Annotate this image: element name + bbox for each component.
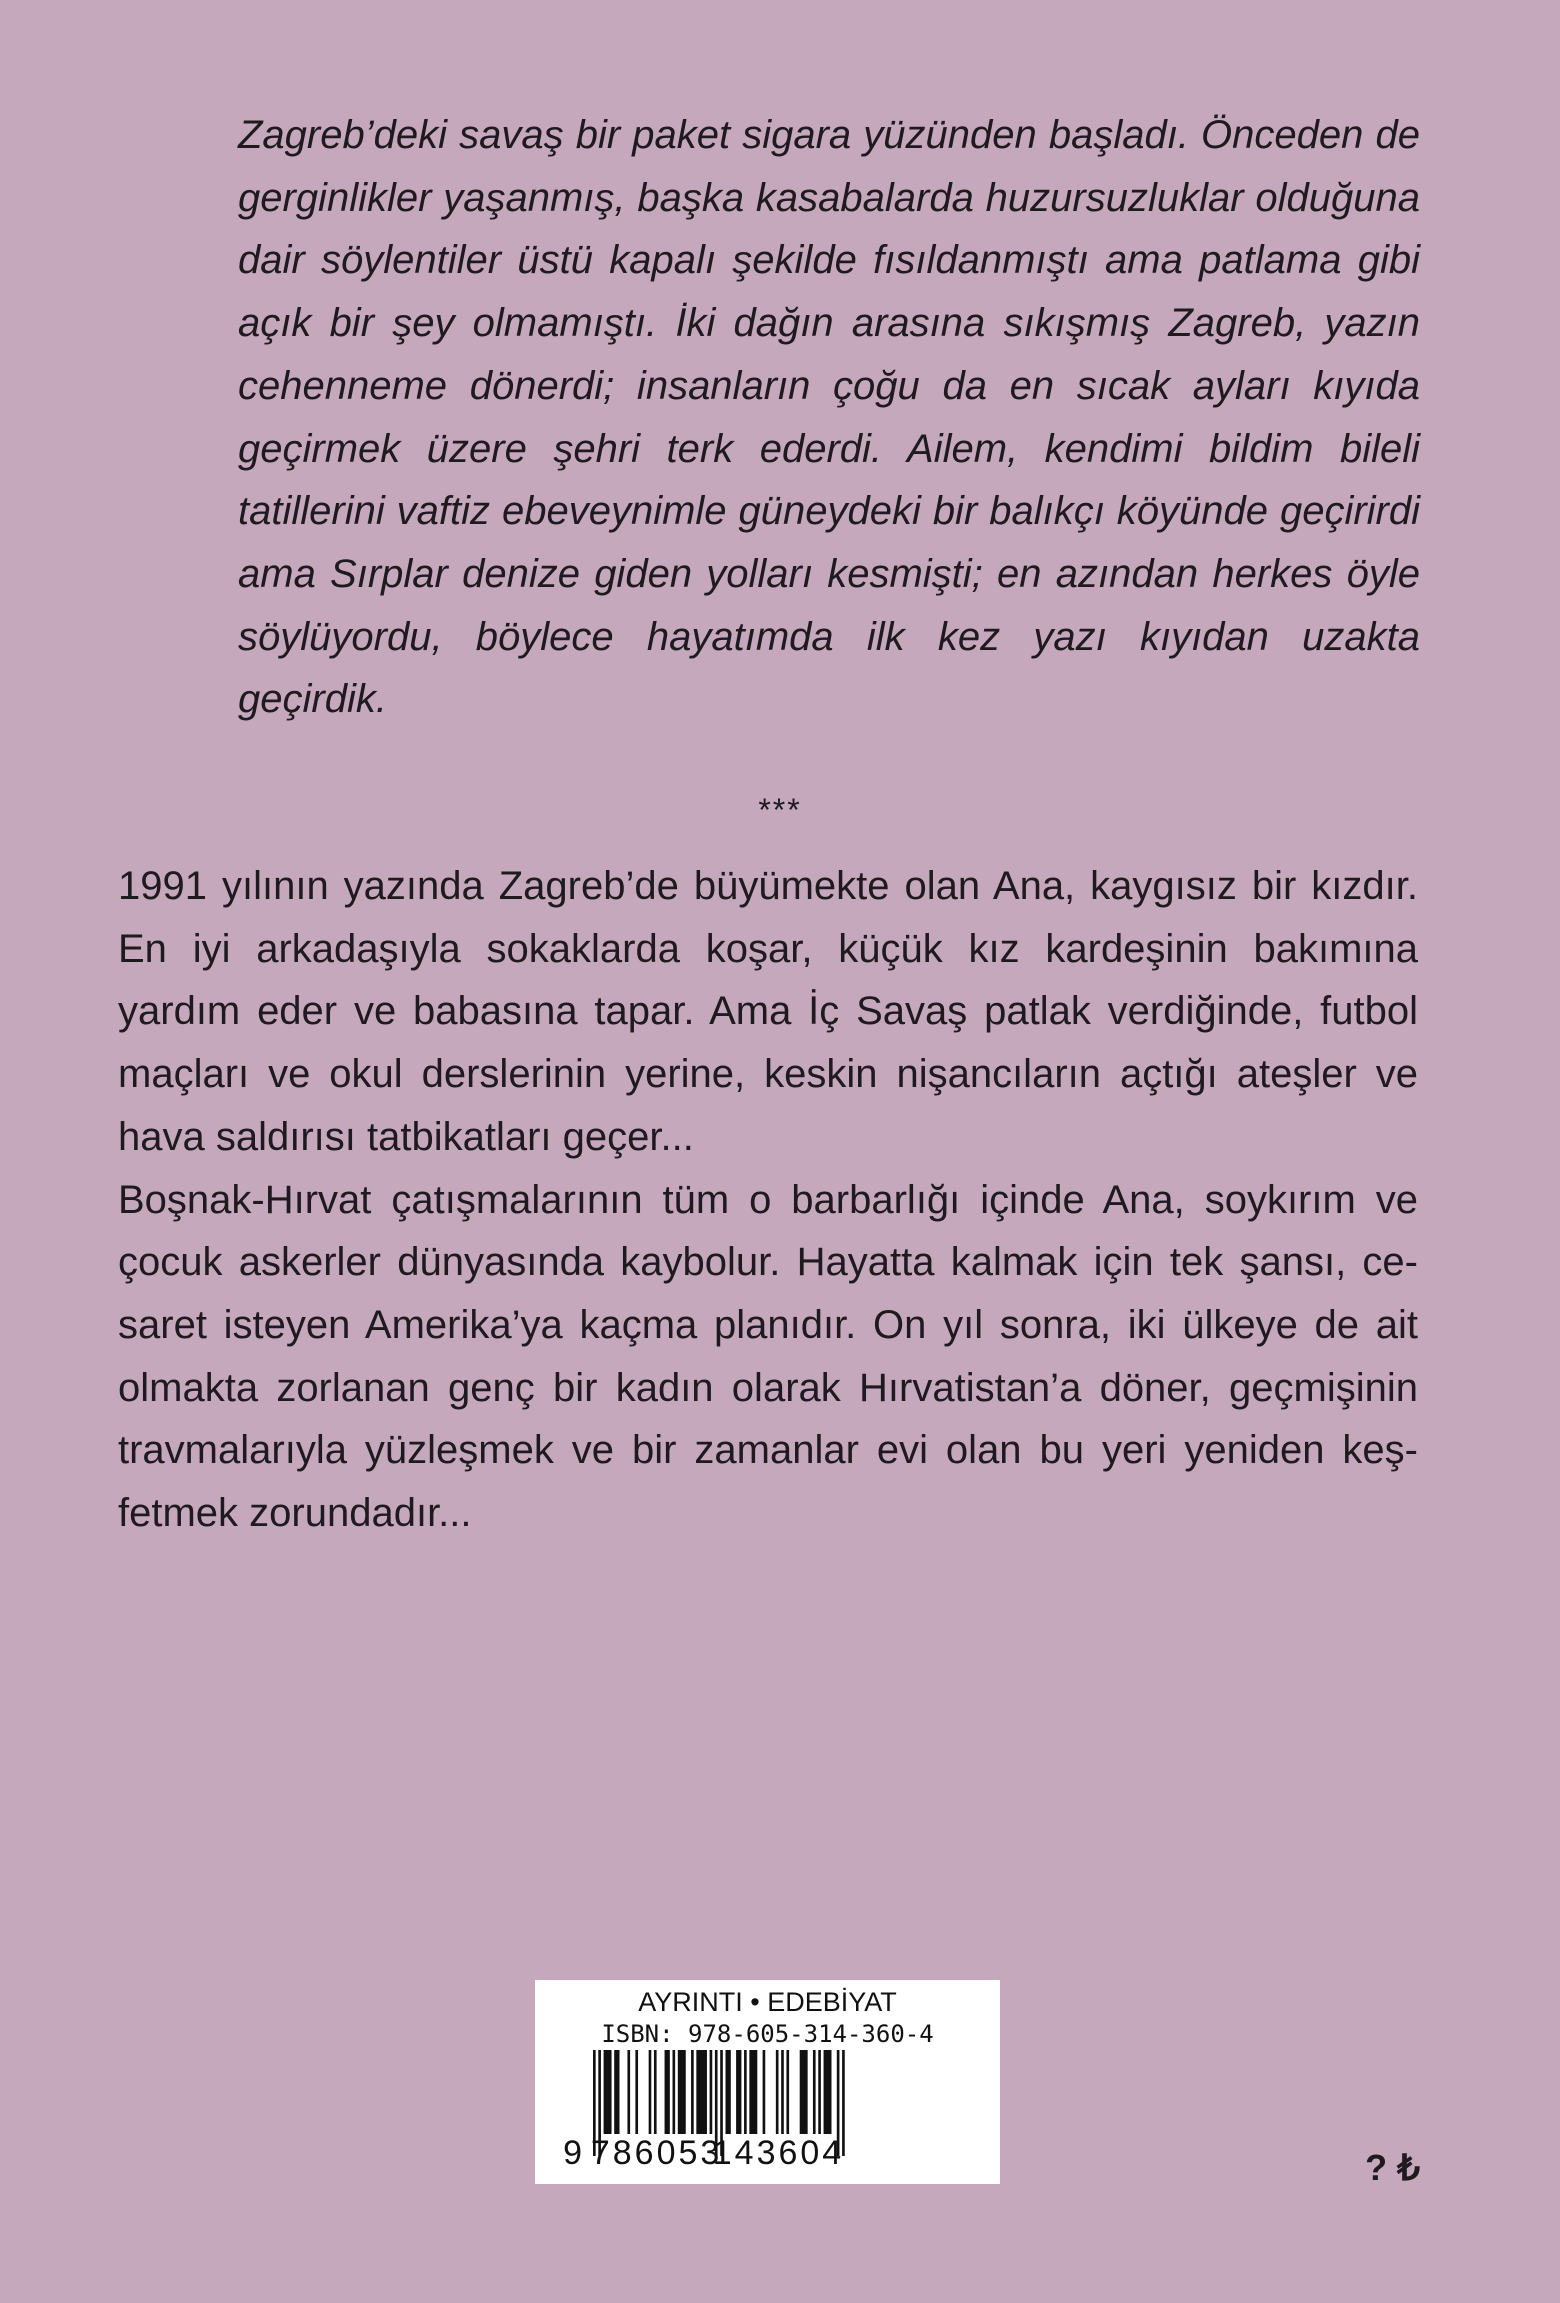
barcode-bar <box>635 2050 638 2134</box>
barcode-bar <box>696 2050 707 2134</box>
barcode-image <box>535 1980 1000 2184</box>
barcode-bar <box>744 2050 747 2134</box>
barcode-bar <box>726 2050 731 2134</box>
publisher-series: AYRINTI • EDEBİYAT <box>638 1987 897 2017</box>
barcode-bar <box>678 2050 686 2134</box>
barcode-bar <box>627 2050 630 2134</box>
back-cover-excerpt: Zagreb’deki savaş bir paket sigara yüzünden başladı. Önceden de gerginlikler yaşanmış, başka kasabalarda huzursuzluklar olduğuna dair söylentiler üstü kapalı şekilde fısıldanmıştı ama patlama gibi açık bir şey olmamıştı. İki dağın arasına sıkışmış Zagreb, yazın cehenneme dönerdi; insanların çoğu da en sıcak ayları kıyıda geçirmek üzere şehri terk ederdi. Ailem, kendimi bildim bileli tatillerini vaftiz ebeveynimle güneydeki bir balıkçı köyünde geçirirdi ama Sırplar denize giden yolları kesmişti; en azından herkes öyle söylüyordu, böylece hayatımda ilk kez yazı kıyıdan uzakta geçirdik. <box>238 113 1420 722</box>
isbn-barcode-label <box>535 1980 1000 2184</box>
barcode-bar <box>781 2050 784 2134</box>
barcode-bar <box>673 2050 676 2134</box>
barcode-bar <box>800 2050 808 2134</box>
barcode-bar <box>818 2050 821 2134</box>
description-paragraph-1: 1991 yılının yazında Zagreb’de büyümekte olan Ana, kaygısız bir kızdır. En iyi arkadaşıyla sokaklarda koşar, küçük kız kardeşinin bakımına yardım eder ve babasına tapar. Ama İç Savaş patlak verdiğinde, futbol maçları ve okul derslerinin yerine, keskin nişancıların açtığı ateşler ve hava saldırısı tatbikatları geçer... <box>118 864 1418 1159</box>
barcode-bar <box>604 2050 612 2134</box>
barcode-bar <box>649 2050 652 2134</box>
barcode-bar <box>813 2050 816 2134</box>
barcode-digits-right: 143604 <box>712 2134 845 2172</box>
barcode-digit-lead: 9 <box>563 2134 585 2172</box>
barcode-bar <box>614 2050 619 2134</box>
barcode-bar <box>710 2050 713 2134</box>
barcode-bar <box>691 2050 694 2134</box>
barcode-bar <box>654 2050 657 2134</box>
barcode-bar <box>736 2050 741 2134</box>
barcode-bar <box>786 2050 789 2134</box>
barcode-bar <box>776 2050 779 2134</box>
price-tag: ? ₺ <box>1365 2147 1420 2188</box>
section-separator: *** <box>758 792 802 828</box>
barcode-bar <box>824 2050 832 2134</box>
book-description <box>118 855 1418 1545</box>
isbn-number: ISBN: 978-605-314-360-4 <box>601 2020 934 2048</box>
barcode-bar <box>749 2050 757 2134</box>
barcode-digits-left: 786053 <box>590 2134 723 2172</box>
barcode-bar <box>665 2050 670 2134</box>
barcode-bar <box>763 2050 766 2134</box>
description-paragraph-2: Boşnak-Hırvat çatışmalarının tüm o barbarlığı içinde Ana, soykırım ve çocuk askerler dünyasında kaybolur. Hayatta kalmak için tek şansı, cesaret isteyen Amerika’ya kaçma planıdır. On yıl sonra, iki ülkeye de ait olmakta zorlanan genç bir kadın olarak Hırvatistan’a döner, geçmişinin travmalarıyla yüzleşmek ve bir zamanlar evi olan bu yeri yeniden keşfetmek zorundadır... <box>118 1177 1418 1536</box>
